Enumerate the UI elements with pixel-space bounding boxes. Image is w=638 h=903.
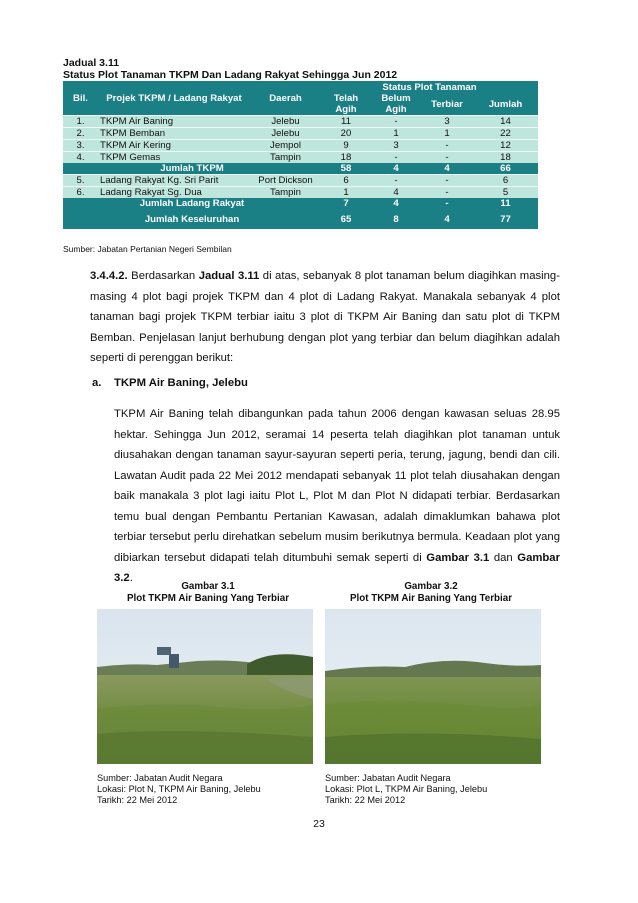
table-row xyxy=(63,140,538,152)
figure-1-source: Sumber: Jabatan Audit Negara xyxy=(97,773,223,783)
cell-telah: 1 xyxy=(321,187,371,199)
cell-telah: 20 xyxy=(321,128,371,140)
cell-jumlah: 5 xyxy=(473,187,538,199)
figure-2-photo xyxy=(325,609,541,764)
header-terbiar: Terbiar xyxy=(431,98,463,110)
total-row xyxy=(63,209,538,229)
figure-1-title: Plot TKPM Air Baning Yang Terbiar xyxy=(126,593,290,604)
header-bil: Bil. xyxy=(73,92,88,104)
table-row xyxy=(63,152,538,164)
cell-belum: - xyxy=(371,152,421,164)
section-text-2: dan xyxy=(489,551,518,564)
table-row xyxy=(63,175,538,187)
total-belum: 8 xyxy=(393,213,399,225)
cell-telah: 6 xyxy=(321,175,371,187)
figure-1-location: Lokasi: Plot N, TKPM Air Baning, Jelebu xyxy=(97,784,261,794)
table-header-row xyxy=(63,81,538,93)
paragraph-text-2: di atas, sebanyak 8 plot tanaman belum diagihkan masing-masing 4 plot bagi projek TKPM dan 4 plot di Ladang Rakyat. Manakala sebanyak 4 plot tanaman bagi projek TKPM terbiar iaitu 3 plot di TKPM Air Baning dan satu plot di TKPM Bemban. Penjelasan lanjut berhubung dengan plot yang terbiar dan belum diagihkan adalah seperti di perenggan berikut: xyxy=(90,270,560,364)
paragraph-3-4-4-2 xyxy=(90,266,560,369)
cell-bil: 5. xyxy=(63,175,98,187)
total-telah: 65 xyxy=(340,213,352,225)
table-source: Sumber: Jabatan Pertanian Negeri Sembilan xyxy=(63,244,232,254)
table-reference: Jadual 3.11 xyxy=(198,270,260,282)
subtotal-ladang-belum: 4 xyxy=(393,198,399,209)
cell-daerah: Jempol xyxy=(250,140,321,152)
figure-2-label: Gambar 3.2 xyxy=(404,581,458,592)
figure-2-caption xyxy=(323,581,539,605)
figure-2-location: Lokasi: Plot L, TKPM Air Baning, Jelebu xyxy=(325,784,488,794)
paragraph-number: 3.4.4.2. xyxy=(90,270,128,282)
cell-daerah: Tampin xyxy=(250,187,321,199)
cell-bil: 6. xyxy=(63,187,98,199)
section-a-paragraph xyxy=(114,404,560,589)
cell-belum: - xyxy=(371,175,421,187)
cell-jumlah: 6 xyxy=(473,175,538,187)
ladang-rows xyxy=(63,175,538,199)
subtotal-ladang-label: Jumlah Ladang Rakyat xyxy=(139,198,245,209)
header-jumlah: Jumlah xyxy=(488,98,523,110)
cell-terbiar: - xyxy=(421,152,473,164)
figure-1-date: Tarikh: 22 Mei 2012 xyxy=(97,795,178,805)
table-label: Jadual 3.11 xyxy=(63,57,120,69)
figure-2-date: Tarikh: 22 Mei 2012 xyxy=(325,795,406,805)
subtotal-tkpm-row xyxy=(63,163,538,175)
cell-terbiar: - xyxy=(421,140,473,152)
paragraph-text-1: Berdasarkan xyxy=(127,270,199,282)
cell-terbiar: 1 xyxy=(421,128,473,140)
cell-terbiar: - xyxy=(421,175,473,187)
figure-reference-1: Gambar 3.1 xyxy=(426,551,490,564)
cell-jumlah: 12 xyxy=(473,140,538,152)
cell-daerah: Port Dickson xyxy=(250,175,321,187)
total-label: Jumlah Keseluruhan xyxy=(144,213,240,225)
table-row xyxy=(63,116,538,128)
cell-telah: 11 xyxy=(321,116,371,128)
cell-bil: 2. xyxy=(63,128,98,140)
cell-jumlah: 18 xyxy=(473,152,538,164)
cell-jumlah: 14 xyxy=(473,116,538,128)
cell-name: Ladang Rakyat Kg. Sri Parit xyxy=(98,175,250,187)
header-daerah: Daerah xyxy=(269,92,302,104)
header-projek: Projek TKPM / Ladang Rakyat xyxy=(106,92,242,104)
cell-bil: 4. xyxy=(63,152,98,164)
figure-reference-2: Gambar 3.2 xyxy=(114,551,560,584)
subtotal-tkpm-belum: 4 xyxy=(393,163,399,174)
cell-name: TKPM Gemas xyxy=(98,152,250,164)
header-status-group: Status Plot Tanaman xyxy=(382,81,477,93)
subtotal-ladang-telah: 7 xyxy=(343,198,349,209)
cell-telah: 9 xyxy=(321,140,371,152)
figure-1-source-block xyxy=(97,773,261,806)
subtotal-ladang-row xyxy=(63,198,538,209)
cell-name: TKPM Bemban xyxy=(98,128,250,140)
subtotal-tkpm-jumlah: 66 xyxy=(500,163,511,174)
cell-terbiar: - xyxy=(421,187,473,199)
subtotal-ladang-terbiar: - xyxy=(445,198,449,209)
table-title: Status Plot Tanaman TKPM Dan Ladang Rakyat Sehingga Jun 2012 xyxy=(63,69,398,81)
section-heading: TKPM Air Baning, Jelebu xyxy=(114,377,248,389)
subtotal-ladang-jumlah: 11 xyxy=(500,198,511,209)
cell-jumlah: 22 xyxy=(473,128,538,140)
figure-1-label: Gambar 3.1 xyxy=(181,581,235,592)
total-terbiar: 4 xyxy=(444,213,450,225)
cell-belum: 1 xyxy=(371,128,421,140)
cell-daerah: Jelebu xyxy=(250,116,321,128)
cell-name: TKPM Air Baning xyxy=(98,116,250,128)
subtotal-tkpm-label: Jumlah TKPM xyxy=(160,163,224,174)
cell-name: Ladang Rakyat Sg. Dua xyxy=(98,187,250,199)
table-row xyxy=(63,187,538,199)
cell-belum: 3 xyxy=(371,140,421,152)
section-letter: a. xyxy=(92,377,102,389)
cell-name: TKPM Air Kering xyxy=(98,140,250,152)
header-telah: Telah Agih xyxy=(333,93,359,115)
subtotal-tkpm-telah: 58 xyxy=(340,163,352,174)
table-row xyxy=(63,128,538,140)
cell-bil: 3. xyxy=(63,140,98,152)
figure-2-title: Plot TKPM Air Baning Yang Terbiar xyxy=(349,593,513,604)
cell-telah: 18 xyxy=(321,152,371,164)
cell-terbiar: 3 xyxy=(421,116,473,128)
cell-belum: 4 xyxy=(371,187,421,199)
section-text-1: TKPM Air Baning telah dibangunkan pada tahun 2006 dengan kawasan seluas 28.95 hektar. Sehingga Jun 2012, seramai 14 peserta telah diagihkan plot tanaman untuk diusahakan dengan tanaman sayur-sayuran seperti peria, terung, jagung, bendi dan cili. Lawatan Audit pada 22 Mei 2012 mendapati sebanyak 11 plot telah diusahakan dengan baik manakala 3 plot lagi iaitu Plot L, Plot M dan Plot N didapati terbiar. Berdasarkan temu bual dengan Pembantu Pertanian Kawasan, adalah dimaklumkan bahawa plot terbiar tersebut perlu direhatkan sebelum musim berikutnya bermula. Keadaan plot yang dibiarkan tersebut didapati telah ditumbuhi semak seperti di xyxy=(114,408,560,564)
page-number: 23 xyxy=(313,818,325,830)
cell-bil: 1. xyxy=(63,116,98,128)
figure-1-photo xyxy=(97,609,313,764)
figure-1-caption xyxy=(100,581,316,605)
tkpm-rows xyxy=(63,116,538,164)
subtotal-tkpm-terbiar: 4 xyxy=(444,163,450,174)
cell-daerah: Jelebu xyxy=(250,128,321,140)
cell-daerah: Tampin xyxy=(250,152,321,164)
figure-2-source-block xyxy=(325,773,487,806)
header-belum: Belum Agih xyxy=(381,93,411,115)
cell-belum: - xyxy=(371,116,421,128)
status-table xyxy=(63,81,538,229)
total-jumlah: 77 xyxy=(500,213,511,225)
section-text-3: . xyxy=(129,572,133,584)
figure-2-source: Sumber: Jabatan Audit Negara xyxy=(325,773,451,783)
